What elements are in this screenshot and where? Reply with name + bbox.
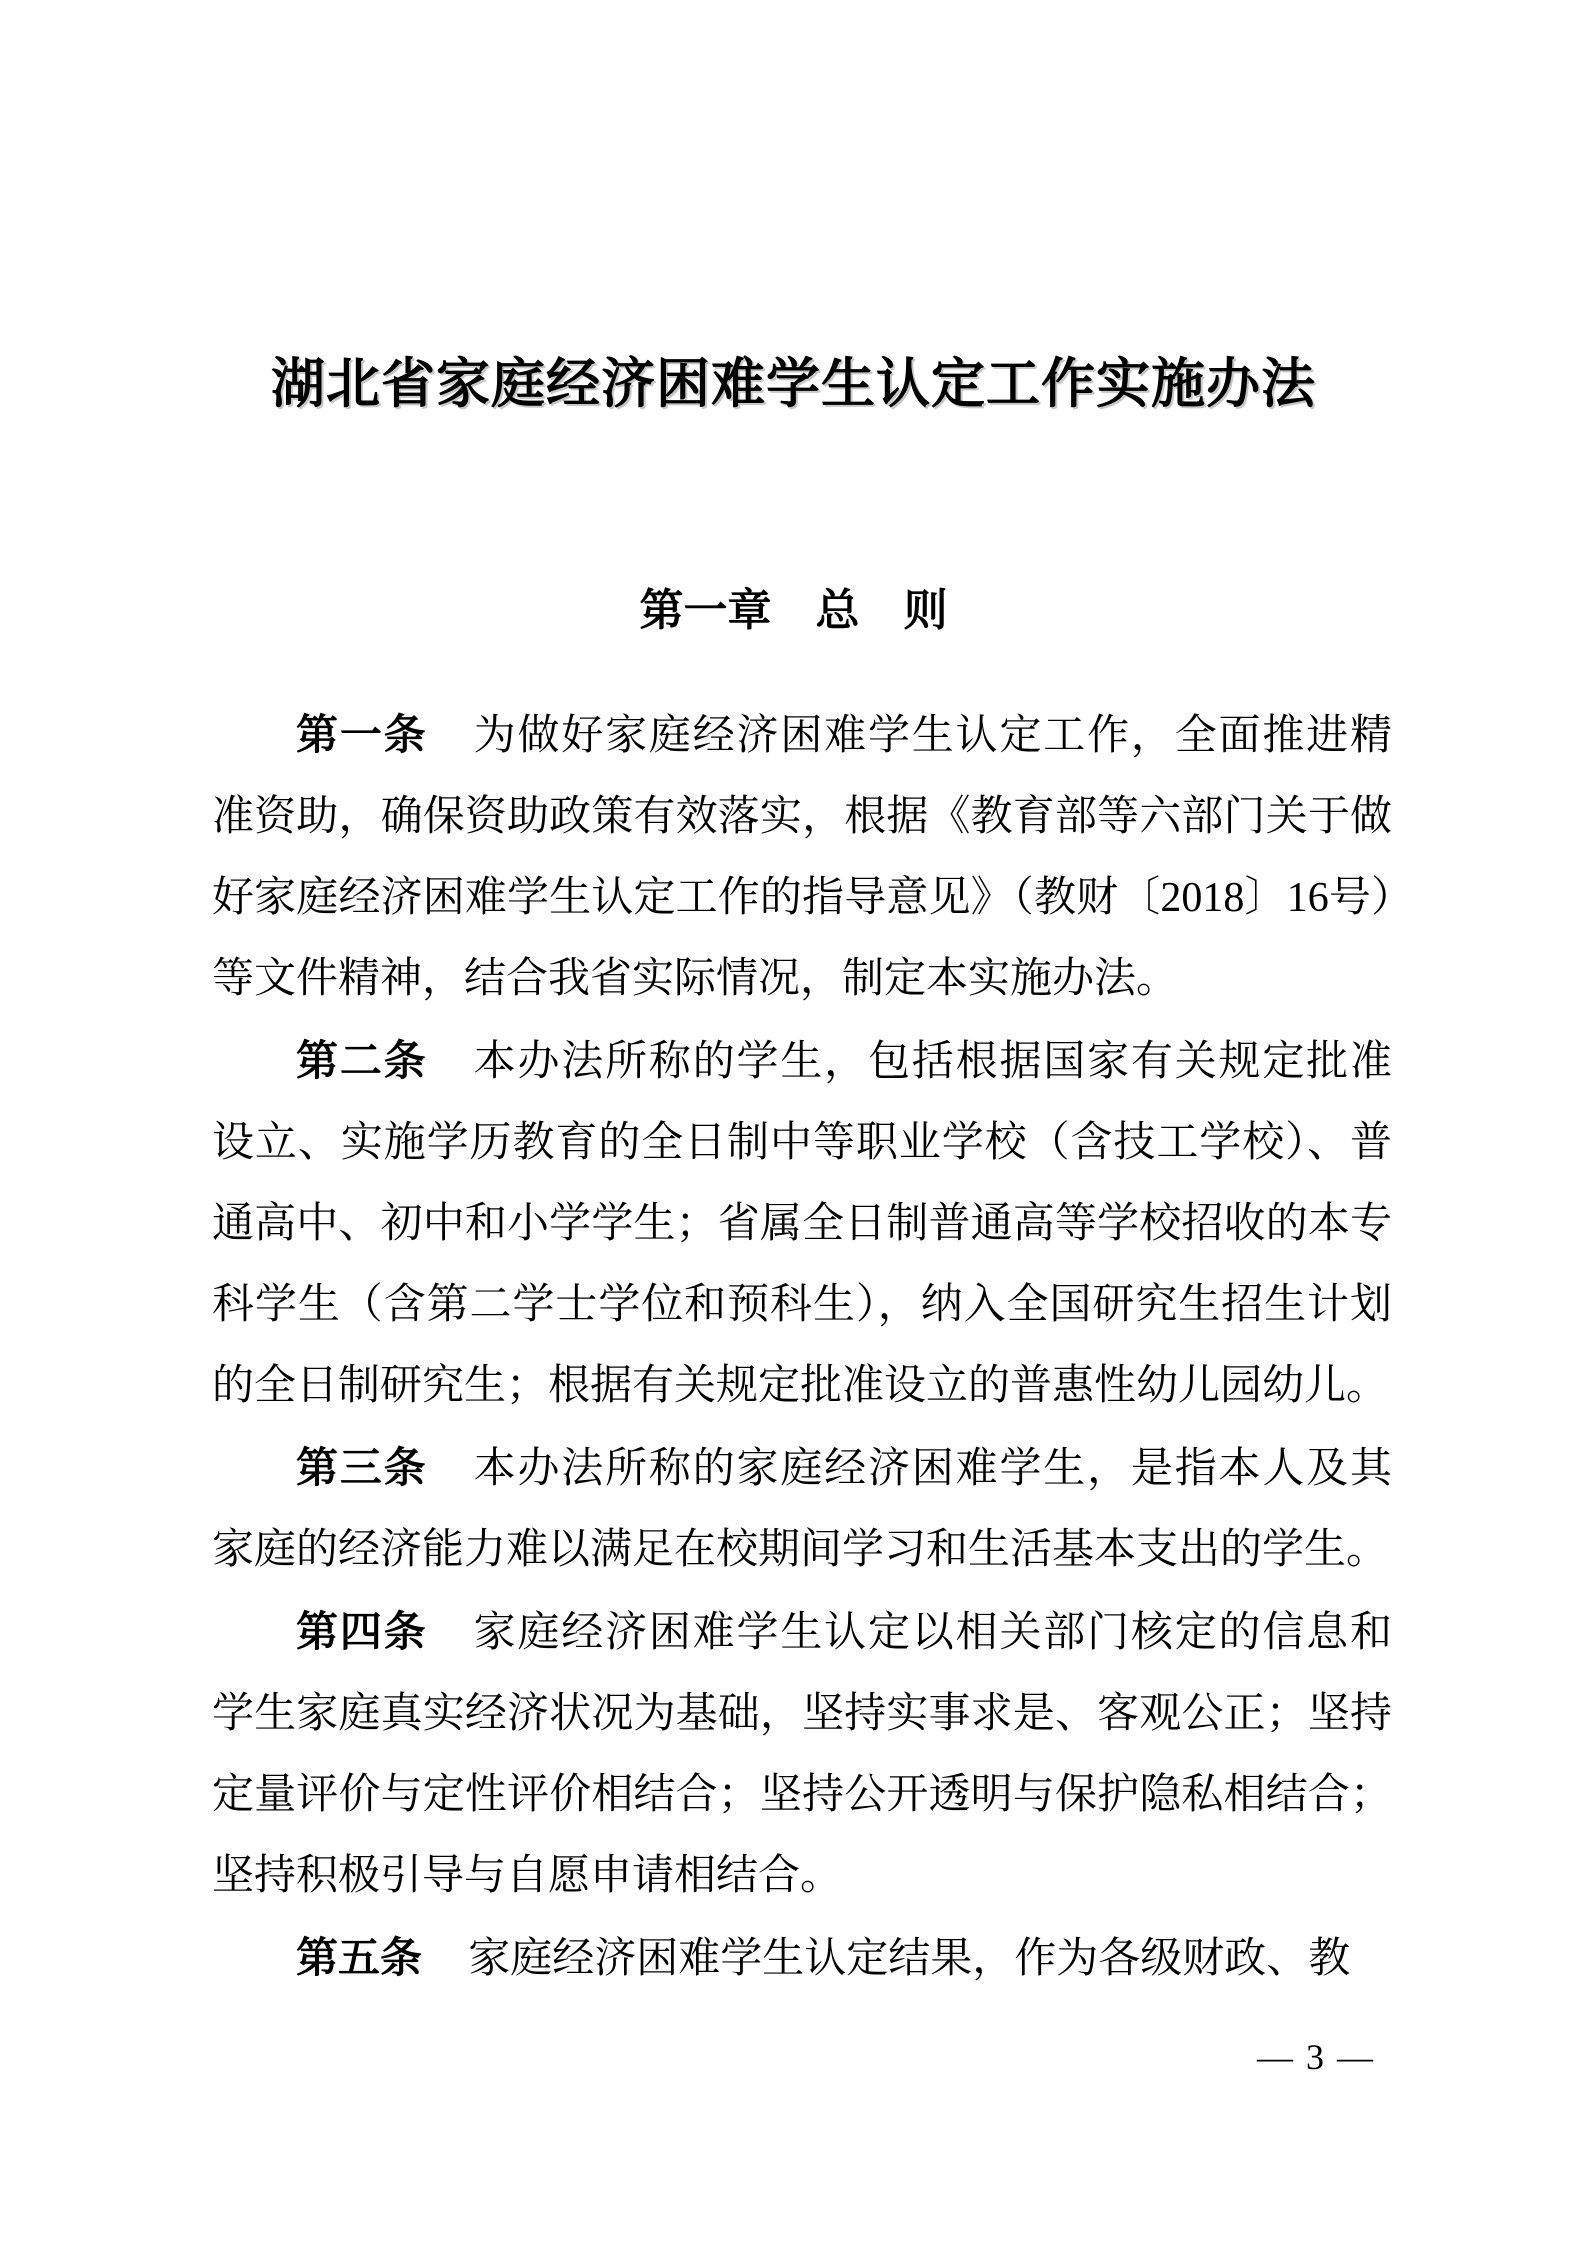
- article-label: 第四条: [296, 1608, 428, 1655]
- chapter-heading: 第一章 总 则: [639, 586, 948, 635]
- article-label: 第二条: [296, 1037, 428, 1084]
- document-body: [212, 694, 1392, 2000]
- article-paragraph: [212, 1020, 1392, 1427]
- article-label: 第一条: [296, 711, 428, 758]
- article-paragraph: [212, 694, 1392, 1020]
- article-paragraph: [212, 1917, 1392, 2000]
- article-text: 本办法所称的学生，包括根据国家有关规定批准设立、实施学历教育的全日制中等职业学校（含技工学校）、普通高中、初中和小学学生；省属全日制普通高等学校招收的本专科学生（含第二学士学位和预科生），纳入全国研究生招生计划的全日制研究生；根据有关规定批准设立的普惠性幼儿园幼儿。: [212, 1039, 1392, 1409]
- article-text: 家庭经济困难学生认定以相关部门核定的信息和学生家庭真实经济状况为基础，坚持实事求是、客观公正；坚持定量评价与定性评价相结合；坚持公开透明与保护隐私相结合；坚持积极引导与自愿申请相结合。: [212, 1610, 1392, 1899]
- article-label: 第三条: [296, 1444, 428, 1491]
- article-text: 家庭经济困难学生认定结果，作为各级财政、教: [468, 1936, 1351, 1982]
- article-paragraph: [212, 1591, 1392, 1917]
- article-text: 为做好家庭经济困难学生认定工作，全面推进精准资助，确保资助政策有效落实，根据《教育部等六部门关于做好家庭经济困难学生认定工作的指导意见》（教财〔2018〕16号）等文件精神，结合我省实际情况，制定本实施办法。: [212, 713, 1392, 1002]
- article-text: 本办法所称的家庭经济困难学生，是指本人及其家庭的经济能力难以满足在校期间学习和生活基本支出的学生。: [212, 1446, 1392, 1573]
- article-label: 第五条: [296, 1934, 423, 1981]
- article-paragraph: [212, 1427, 1392, 1591]
- document-title: 湖北省家庭经济困难学生认定工作实施办法: [271, 354, 1316, 414]
- page-number: — 3 —: [1257, 2037, 1375, 2077]
